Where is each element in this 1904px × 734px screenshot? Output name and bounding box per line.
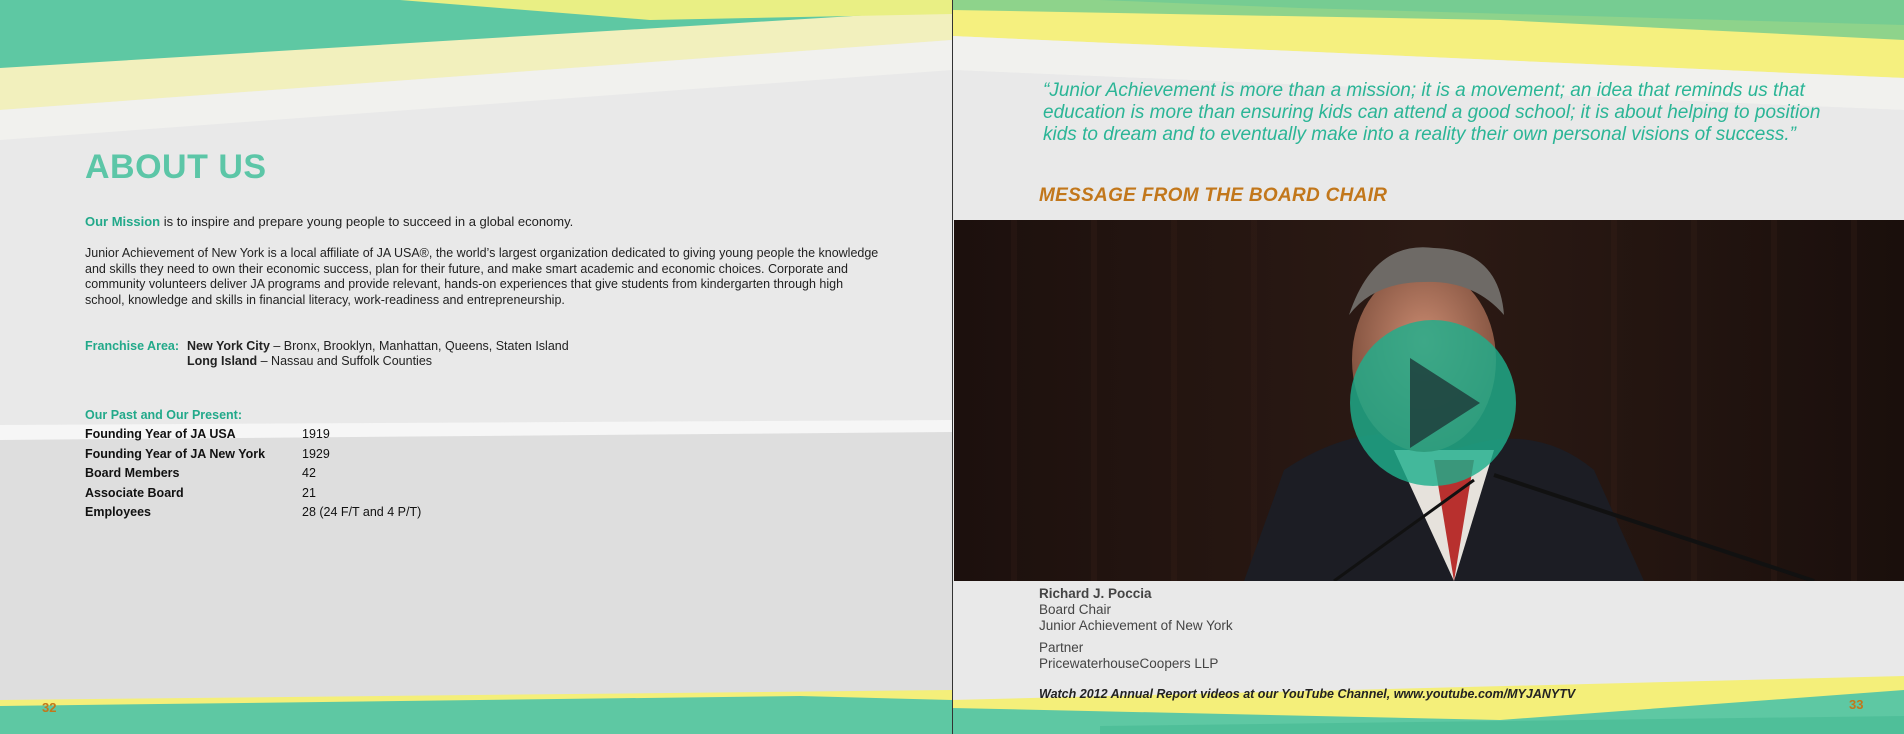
about-description: Junior Achievement of New York is a local affiliate of JA USA®, the world’s largest organization dedicated to giving young people the knowledge and skills they need to own their economic success, plan for their future, and make smart academic and economic choices. Corporate and community volunteers deliver JA programs and provide relevant, hands-on experiences that give students from kindergarten through high school, knowledge and skills in financial literacy, work-readiness and entrepreneurship.	[85, 246, 879, 307]
youtube-link-text[interactable]: Watch 2012 Annual Report videos at our YouTube Channel, www.youtube.com/MYJANYTV	[1039, 687, 1576, 701]
page-number: 32	[42, 700, 57, 715]
page-number: 33	[1849, 697, 1864, 712]
fact-value: 1929	[302, 446, 330, 461]
speaker-company: PricewaterhouseCoopers LLP	[1039, 656, 1219, 671]
speaker-role: Partner	[1039, 640, 1084, 655]
fact-value: 42	[302, 466, 316, 480]
franchise-region: New York City	[187, 339, 270, 353]
fact-value: 21	[302, 485, 316, 500]
fact-row	[85, 466, 485, 485]
page-title: ABOUT US	[85, 148, 267, 186]
fact-value: 1919	[302, 427, 330, 441]
fact-row	[85, 447, 485, 466]
speaker-title: Board Chair	[1039, 602, 1112, 617]
fact-label: Associate Board	[85, 485, 184, 500]
fact-label: Founding Year of JA New York	[85, 446, 266, 461]
section-heading: MESSAGE FROM THE BOARD CHAIR	[1039, 185, 1388, 206]
fact-value: 28 (24 F/T and 4 P/T)	[302, 505, 422, 519]
fact-row	[85, 427, 485, 446]
franchise-label: Franchise Area:	[85, 339, 180, 353]
right-page	[952, 0, 1904, 734]
franchise-row	[187, 354, 432, 369]
mission-label: Our Mission	[85, 214, 161, 229]
speaker-organization: Junior Achievement of New York	[1039, 618, 1233, 633]
franchise-row	[187, 339, 569, 354]
fact-label: Board Members	[85, 466, 180, 480]
mission-statement	[85, 214, 885, 229]
mission-text: is to inspire and prepare young people to succeed in a global economy.	[160, 214, 574, 229]
fact-label: Founding Year of JA USA	[85, 427, 236, 441]
franchise-detail: – Nassau and Suffolk Counties	[257, 354, 433, 368]
fact-row	[85, 505, 485, 524]
past-present-heading: Our Past and Our Present:	[85, 408, 242, 422]
speaker-name: Richard J. Poccia	[1039, 586, 1152, 601]
board-chair-quote: “Junior Achievement is more than a mission; it is a movement; an idea that reminds us that education is more than ensuring kids can attend a good school; it is about helping to position kids to dream and to eventually make into a reality their own personal visions of success.”	[1043, 80, 1821, 145]
fact-row	[85, 486, 485, 505]
fact-label: Employees	[85, 505, 152, 519]
speaker-caption	[1039, 586, 1233, 672]
franchise-detail: – Bronx, Brooklyn, Manhattan, Queens, Staten Island	[269, 339, 569, 353]
franchise-region: Long Island	[187, 354, 258, 368]
play-icon[interactable]	[1350, 320, 1516, 486]
video-player[interactable]	[954, 220, 1904, 581]
